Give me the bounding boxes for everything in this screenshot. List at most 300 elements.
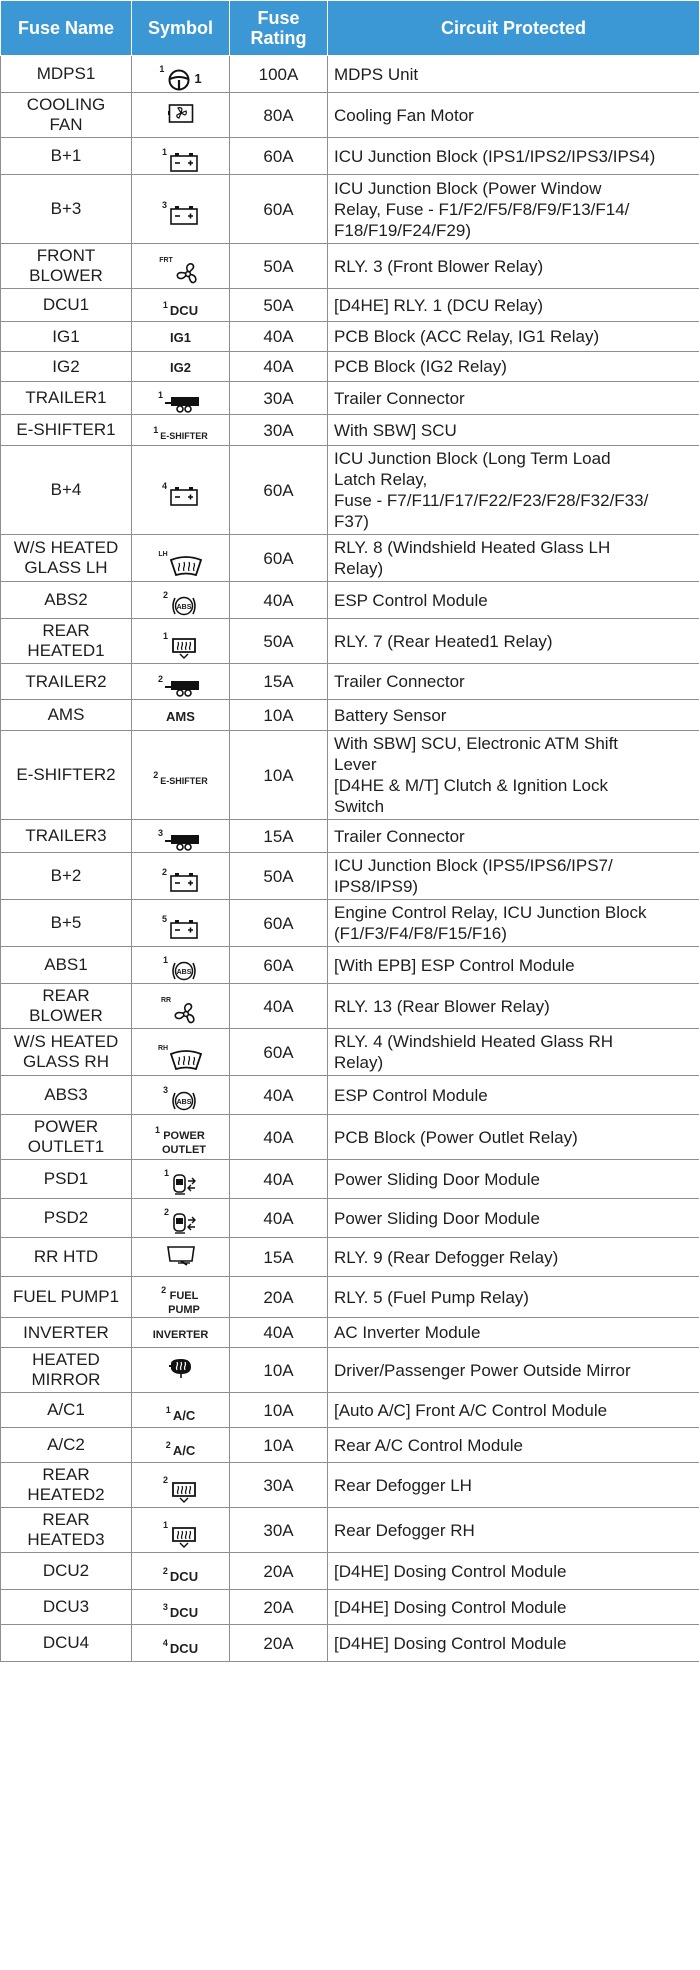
- table-row: [1, 1428, 700, 1463]
- fuse-name: RR HTD: [33, 1247, 99, 1266]
- symbol-superscript: 2: [162, 590, 168, 600]
- fuse-name: IG1: [52, 326, 80, 346]
- fuse-symbol: [165, 1405, 196, 1423]
- circuit-protected: Lever: [334, 755, 377, 774]
- fuse-name-cell: [1, 289, 132, 322]
- fuse-name: HEATED2: [27, 1485, 105, 1504]
- symbol-cell: [132, 1076, 230, 1115]
- table-row: [1, 1590, 700, 1625]
- symbol-superscript: 1: [157, 390, 163, 400]
- circuit-protected: [D4HE] RLY. 1 (DCU Relay): [334, 295, 544, 315]
- symbol-superscript: 3: [162, 1085, 168, 1095]
- symbol-superscript: 1: [162, 1520, 168, 1530]
- fuse-name: DCU2: [42, 1561, 90, 1580]
- fuse-name-cell: [1, 1115, 132, 1160]
- fuse-symbol: [170, 331, 191, 345]
- symbol-cell: [132, 352, 230, 382]
- fuse-name-cell: [1, 1318, 132, 1348]
- circuit-protected: PCB Block (Power Outlet Relay): [334, 1127, 578, 1147]
- fuse-name: A/C2: [47, 1435, 85, 1454]
- fuse-symbol: [159, 64, 202, 92]
- fuse-name: HEATED: [32, 1350, 100, 1369]
- trailer-icon: [165, 678, 203, 698]
- symbol-text: INVERTER: [152, 1329, 209, 1341]
- battery-icon: [169, 151, 199, 173]
- fuse-symbol: [162, 590, 198, 618]
- symbol-superscript: 2: [162, 1566, 168, 1576]
- fuse-symbol: [153, 1328, 209, 1342]
- circuit-protected-cell: [328, 1160, 700, 1199]
- circuit-protected: Switch: [334, 797, 385, 816]
- fuse-rating: 10A: [230, 700, 328, 731]
- symbol-cell: [132, 984, 230, 1029]
- circuit-protected: ICU Junction Block (Power Window: [334, 178, 602, 198]
- circuit-protected-cell: [328, 731, 700, 820]
- fuse-name: REAR: [42, 1510, 90, 1529]
- fuse-rating: 50A: [230, 244, 328, 289]
- circuit-protected-cell: [328, 664, 700, 700]
- fuse-rating: 15A: [230, 664, 328, 700]
- fuse-rating: 40A: [230, 1318, 328, 1348]
- fuse-symbol: [162, 1085, 198, 1113]
- table-row: [1, 415, 700, 446]
- fuse-name-cell: [1, 853, 132, 900]
- fuse-rating: 10A: [230, 1428, 328, 1463]
- rear-defroster-icon: [170, 1524, 198, 1548]
- abs-icon: [170, 959, 198, 983]
- circuit-protected: PCB Block (ACC Relay, IG1 Relay): [334, 327, 600, 346]
- fuse-rating: 20A: [230, 1625, 328, 1662]
- circuit-protected-cell: [328, 1508, 700, 1553]
- fuse-name-cell: [1, 1238, 132, 1277]
- fuse-symbol: [159, 256, 202, 287]
- table-row: [1, 244, 700, 289]
- table-row: [1, 1393, 700, 1428]
- fuse-symbol: [160, 996, 200, 1027]
- symbol-cell: [132, 619, 230, 664]
- symbol-cell: [132, 1625, 230, 1662]
- symbol-cell: [132, 1508, 230, 1553]
- fuse-name-cell: [1, 1160, 132, 1199]
- symbol-superscript: 4: [161, 481, 167, 491]
- sliding-door-icon: [171, 1172, 197, 1198]
- fuse-symbol: [162, 1475, 198, 1503]
- fuse-name: REAR: [42, 1465, 90, 1484]
- circuit-protected: Power Sliding Door Module: [334, 1208, 540, 1228]
- symbol-cell: [132, 1348, 230, 1393]
- fuse-symbol: [157, 828, 203, 852]
- circuit-protected-cell: [328, 1463, 700, 1508]
- circuit-protected: Rear A/C Control Module: [334, 1435, 523, 1455]
- circuit-protected-cell: [328, 1553, 700, 1590]
- fuse-symbol: [166, 1244, 196, 1266]
- svg-text:ABS: ABS: [176, 604, 192, 611]
- symbol-cell: [132, 1590, 230, 1625]
- circuit-protected-cell: [328, 1625, 700, 1662]
- circuit-protected-cell: [328, 947, 700, 984]
- fuse-name: FAN: [49, 115, 83, 134]
- fuse-symbol: [162, 1638, 199, 1656]
- circuit-protected: RLY. 7 (Rear Heated1 Relay): [334, 631, 553, 651]
- table-row: [1, 1553, 700, 1590]
- table-row: [1, 175, 700, 244]
- fuse-name-cell: [1, 664, 132, 700]
- symbol-cell: [132, 289, 230, 322]
- symbol-superscript: 4: [162, 1638, 168, 1648]
- circuit-protected: AC Inverter Module: [334, 1323, 481, 1342]
- circuit-protected: F18/F19/F24/F29): [334, 220, 472, 240]
- circuit-protected: ICU Junction Block (Long Term Load: [334, 449, 611, 468]
- circuit-protected-cell: [328, 93, 700, 138]
- fuse-name-cell: [1, 1625, 132, 1662]
- symbol-superscript: 1: [154, 1125, 160, 1135]
- circuit-protected-cell: [328, 1029, 700, 1076]
- fuse-rating: 10A: [230, 1393, 328, 1428]
- fuse-name: DCU3: [42, 1597, 90, 1616]
- blower-fan-icon: [174, 261, 202, 287]
- table-row: [1, 1029, 700, 1076]
- circuit-protected: [D4HE] Dosing Control Module: [334, 1633, 567, 1653]
- circuit-protected-cell: [328, 1238, 700, 1277]
- fuse-name-cell: [1, 1277, 132, 1318]
- symbol-text: A/C: [172, 1443, 196, 1458]
- symbol-cell: [132, 582, 230, 619]
- header-fuse-rating-line2: Rating: [250, 28, 307, 48]
- svg-text:ABS: ABS: [176, 969, 192, 976]
- blower-fan-icon: [172, 1001, 200, 1027]
- symbol-superscript: 1: [161, 147, 167, 157]
- circuit-protected-cell: [328, 415, 700, 446]
- circuit-protected: Engine Control Relay, ICU Junction Block: [334, 903, 647, 922]
- table-row: [1, 322, 700, 352]
- fuse-name: E-SHIFTER2: [16, 765, 116, 784]
- fuse-name-cell: [1, 322, 132, 352]
- fuse-name: COOLING: [26, 95, 106, 114]
- circuit-protected-cell: [328, 853, 700, 900]
- table-row: [1, 1318, 700, 1348]
- symbol-superscript: 1: [162, 955, 168, 965]
- fuse-symbol: [157, 1044, 203, 1071]
- fuse-symbol: [161, 200, 199, 226]
- table-row: [1, 1199, 700, 1238]
- circuit-protected-cell: [328, 700, 700, 731]
- circuit-protected: RLY. 8 (Windshield Heated Glass LH: [334, 538, 611, 557]
- table-row: [1, 382, 700, 415]
- symbol-cell: [132, 1553, 230, 1590]
- symbol-superscript: 2: [161, 1285, 167, 1295]
- fuse-rating: 60A: [230, 175, 328, 244]
- fuse-symbol: [162, 300, 199, 318]
- fuse-name: HEATED3: [27, 1530, 105, 1549]
- windshield-heater-icon: [169, 555, 203, 577]
- table-row: [1, 289, 700, 322]
- symbol-superscript: 1: [165, 1405, 171, 1415]
- symbol-text: DCU: [169, 1605, 199, 1620]
- fuse-name-cell: [1, 382, 132, 415]
- fuse-rating: 40A: [230, 322, 328, 352]
- circuit-protected-cell: [328, 1428, 700, 1463]
- fuse-name: REAR: [42, 986, 90, 1005]
- fuse-name-cell: [1, 1076, 132, 1115]
- fuse-name: GLASS LH: [24, 558, 108, 577]
- fuse-name: TRAILER2: [25, 671, 107, 691]
- fuse-name-cell: [1, 984, 132, 1029]
- symbol-cell: [132, 1428, 230, 1463]
- fuse-name: FUEL PUMP1: [12, 1287, 120, 1306]
- header-fuse-name: Fuse Name: [1, 1, 132, 56]
- circuit-protected-cell: [328, 619, 700, 664]
- circuit-protected: Trailer Connector: [334, 672, 465, 691]
- symbol-superscript: 3: [157, 828, 163, 838]
- symbol-superscript: 2: [157, 673, 163, 684]
- symbol-cell: [132, 382, 230, 415]
- battery-icon: [169, 485, 199, 507]
- fuse-name-cell: [1, 947, 132, 984]
- symbol-cell: [132, 1160, 230, 1199]
- circuit-protected-cell: [328, 382, 700, 415]
- heated-mirror-icon: [167, 1357, 195, 1379]
- fuse-rating: 30A: [230, 382, 328, 415]
- fuse-name: PSD2: [43, 1208, 89, 1227]
- symbol-text: E-SHIFTER: [160, 431, 208, 441]
- fuse-rating: 20A: [230, 1277, 328, 1318]
- symbol-text: A/C: [172, 1408, 196, 1423]
- symbol-cell: [132, 93, 230, 138]
- symbol-superscript: 2: [165, 1440, 171, 1450]
- symbol-cell: [132, 820, 230, 853]
- table-row: [1, 731, 700, 820]
- trailer-icon: [165, 394, 203, 414]
- circuit-protected: Relay): [334, 559, 384, 578]
- fuse-name-cell: [1, 1428, 132, 1463]
- fuse-rating: 100A: [230, 56, 328, 93]
- symbol-cell: [132, 1029, 230, 1076]
- fuse-name: BLOWER: [29, 266, 103, 285]
- symbol-text: DCU: [169, 1641, 199, 1656]
- circuit-protected-cell: [328, 1393, 700, 1428]
- table-row: [1, 900, 700, 947]
- fuse-name-cell: [1, 352, 132, 382]
- trailer-icon: [165, 832, 203, 852]
- circuit-protected: ESP Control Module: [334, 590, 488, 610]
- symbol-cell: [132, 56, 230, 93]
- fuse-name-cell: [1, 138, 132, 175]
- circuit-protected-cell: [328, 1318, 700, 1348]
- table-row: [1, 93, 700, 138]
- fuse-name-cell: [1, 175, 132, 244]
- circuit-protected: With SBW] SCU: [334, 420, 457, 440]
- fuse-rating: 10A: [230, 731, 328, 820]
- circuit-protected: RLY. 5 (Fuel Pump Relay): [334, 1287, 529, 1307]
- circuit-protected-cell: [328, 1076, 700, 1115]
- circuit-protected: Battery Sensor: [334, 705, 447, 725]
- battery-icon: [169, 204, 199, 226]
- fuse-symbol: [158, 550, 202, 577]
- table-row: [1, 535, 700, 582]
- fuse-rating: 30A: [230, 1508, 328, 1553]
- fuse-name: REAR: [42, 621, 90, 640]
- table-row: [1, 1160, 700, 1199]
- table-row: [1, 1508, 700, 1553]
- circuit-protected: ICU Junction Block (IPS5/IPS6/IPS7/: [334, 856, 613, 875]
- table-row: [1, 1238, 700, 1277]
- symbol-cell: [132, 446, 230, 535]
- circuit-protected-cell: [328, 446, 700, 535]
- circuit-protected: Cooling Fan Motor: [334, 105, 474, 125]
- fuse-name: OUTLET1: [27, 1137, 105, 1156]
- table-row: [1, 1625, 700, 1662]
- header-symbol: Symbol: [132, 1, 230, 56]
- fuse-rating: 60A: [230, 900, 328, 947]
- circuit-protected: Fuse - F7/F11/F17/F22/F23/F28/F32/F33/: [334, 491, 649, 510]
- symbol-superscript: 1: [162, 300, 168, 310]
- fuse-name: FRONT: [36, 246, 96, 265]
- fuse-rating: 60A: [230, 446, 328, 535]
- table-row: [1, 352, 700, 382]
- symbol-text: POWER OUTLET: [162, 1130, 206, 1156]
- fuse-rating: 40A: [230, 352, 328, 382]
- symbol-superscript: RH: [157, 1044, 169, 1052]
- circuit-protected: MDPS Unit: [334, 64, 419, 84]
- symbol-suffix: 1: [194, 71, 202, 86]
- fuse-rating: 15A: [230, 1238, 328, 1277]
- symbol-superscript: LH: [158, 550, 168, 558]
- symbol-cell: [132, 664, 230, 700]
- circuit-protected-cell: [328, 1115, 700, 1160]
- fuse-symbol: [163, 1168, 197, 1198]
- fuse-symbol: [162, 1520, 198, 1548]
- circuit-protected-cell: [328, 138, 700, 175]
- windshield-heater-icon: [169, 1049, 203, 1071]
- symbol-superscript: 1: [153, 425, 159, 435]
- circuit-protected: Latch Relay,: [334, 470, 428, 489]
- circuit-protected: Trailer Connector: [334, 388, 465, 408]
- fuse-name: MDPS1: [36, 64, 96, 83]
- circuit-protected: With SBW] SCU, Electronic ATM Shift: [334, 734, 619, 753]
- circuit-protected-cell: [328, 1277, 700, 1318]
- table-row: [1, 700, 700, 731]
- circuit-protected-cell: [328, 352, 700, 382]
- fuse-rating: 60A: [230, 138, 328, 175]
- table-header-row: [1, 1, 700, 56]
- fuse-rating: 30A: [230, 1463, 328, 1508]
- fuse-name: W/S HEATED: [13, 538, 119, 557]
- fuse-rating: 60A: [230, 1029, 328, 1076]
- fuse-name: INVERTER: [23, 1322, 109, 1342]
- fuse-name: ABS2: [44, 590, 88, 609]
- header-fuse-rating: [230, 1, 328, 56]
- circuit-protected: [D4HE] Dosing Control Module: [334, 1597, 567, 1617]
- fuse-name-cell: [1, 93, 132, 138]
- fuse-name-cell: [1, 56, 132, 93]
- fuse-name-cell: [1, 446, 132, 535]
- table-row: [1, 820, 700, 853]
- circuit-protected: RLY. 9 (Rear Defogger Relay): [334, 1247, 559, 1267]
- fuse-rating: 15A: [230, 820, 328, 853]
- fuse-symbol: [161, 867, 199, 893]
- fuse-name: BLOWER: [29, 1006, 103, 1025]
- fuse-name: A/C1: [47, 1400, 85, 1419]
- symbol-cell: [132, 1199, 230, 1238]
- fuse-name: W/S HEATED: [13, 1032, 119, 1051]
- circuit-protected: Relay, Fuse - F1/F2/F5/F8/F9/F13/F14/: [334, 199, 630, 219]
- sliding-door-icon: [171, 1211, 197, 1237]
- symbol-text: FUEL PUMP: [168, 1290, 200, 1316]
- rear-defroster-icon: [170, 1479, 198, 1503]
- circuit-protected: ICU Junction Block (IPS1/IPS2/IPS3/IPS4): [334, 146, 656, 166]
- fuse-name: B+1: [50, 146, 82, 165]
- fuse-symbol: [153, 425, 208, 443]
- header-circuit-protected: Circuit Protected: [328, 1, 700, 56]
- circuit-protected: RLY. 3 (Front Blower Relay): [334, 256, 544, 276]
- fuse-name-cell: [1, 700, 132, 731]
- fuse-rating: 50A: [230, 619, 328, 664]
- table-row: [1, 619, 700, 664]
- fuse-rating: 50A: [230, 289, 328, 322]
- circuit-protected-cell: [328, 900, 700, 947]
- circuit-protected-cell: [328, 289, 700, 322]
- fuse-name-cell: [1, 1590, 132, 1625]
- fuse-symbol: [166, 710, 195, 724]
- circuit-protected: [D4HE & M/T] Clutch & Ignition Lock: [334, 776, 608, 795]
- symbol-cell: [132, 244, 230, 289]
- circuit-protected: Rear Defogger LH: [334, 1475, 472, 1495]
- fuse-name-cell: [1, 1348, 132, 1393]
- circuit-protected: [With EPB] ESP Control Module: [334, 955, 575, 975]
- table-row: [1, 1277, 700, 1318]
- symbol-superscript: RR: [160, 996, 172, 1004]
- rear-defroster-icon: [170, 635, 198, 659]
- fuse-symbol: [162, 631, 198, 659]
- fuse-rating: 30A: [230, 415, 328, 446]
- symbol-text: AMS: [166, 708, 195, 724]
- fuse-name: B+5: [50, 913, 82, 932]
- fuse-name: B+2: [50, 866, 82, 885]
- symbol-cell: [132, 1393, 230, 1428]
- fuse-name: AMS: [47, 705, 85, 724]
- circuit-protected-cell: [328, 984, 700, 1029]
- circuit-protected-cell: [328, 1590, 700, 1625]
- fuse-symbol: [170, 361, 191, 375]
- symbol-superscript: 5: [161, 914, 167, 924]
- fuse-name-cell: [1, 1393, 132, 1428]
- fuse-symbol: [162, 1566, 199, 1584]
- symbol-superscript: 2: [153, 770, 159, 780]
- fuse-symbol: [161, 481, 199, 507]
- symbol-superscript: 2: [163, 1207, 169, 1217]
- fuse-name: DCU1: [42, 295, 90, 314]
- symbol-cell: [132, 535, 230, 582]
- fuse-rating: 60A: [230, 535, 328, 582]
- circuit-protected: ESP Control Module: [334, 1085, 488, 1105]
- fuse-symbol: [157, 673, 203, 698]
- circuit-protected-cell: [328, 1348, 700, 1393]
- fuse-name-cell: [1, 535, 132, 582]
- table-row: [1, 582, 700, 619]
- fuse-name: PSD1: [43, 1169, 89, 1188]
- symbol-superscript: 1: [159, 64, 165, 74]
- table-row: [1, 947, 700, 984]
- fuse-rating: 50A: [230, 853, 328, 900]
- circuit-protected-cell: [328, 582, 700, 619]
- abs-icon: [170, 1089, 198, 1113]
- abs-icon: [170, 594, 198, 618]
- symbol-cell: [132, 947, 230, 984]
- fuse-symbol: [167, 1357, 195, 1379]
- fuse-rating: 20A: [230, 1553, 328, 1590]
- fuse-name: MIRROR: [31, 1370, 101, 1389]
- circuit-protected: [Auto A/C] Front A/C Control Module: [334, 1400, 608, 1420]
